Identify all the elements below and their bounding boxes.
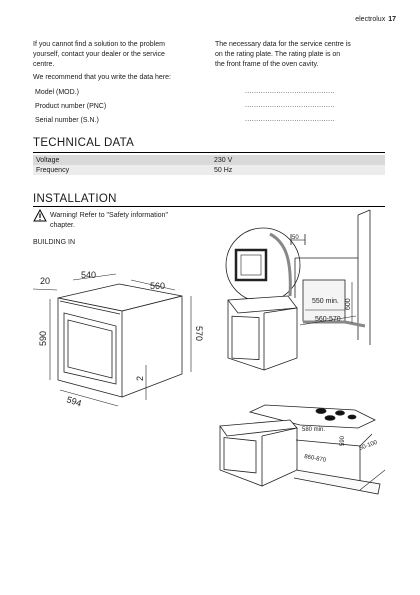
dim-550-min: 550 min. (312, 298, 339, 305)
page-number: 17 (388, 16, 396, 23)
dim-50-100: 50-100 (358, 439, 379, 452)
field-label-model: Model (MOD.) (35, 89, 79, 96)
intro-left-line: yourself, contact your dealer or the service (33, 51, 165, 58)
field-label-serial-number: Serial number (S.N.) (35, 117, 99, 124)
dim-2: 2 (135, 375, 145, 381)
field-dots-serial-number: ........................................ (245, 116, 335, 123)
dim-580-min: 580 min. (302, 427, 326, 433)
frequency-value: 50 Hz (214, 166, 233, 174)
dim-540: 540 (81, 270, 97, 280)
technical-data-heading: TECHNICAL DATA (33, 137, 135, 149)
warning-line: Warning! Refer to "Safety information" (50, 212, 168, 219)
dim-560: 560 (150, 281, 166, 291)
dim-860-870: 860-870 (303, 454, 327, 464)
cabinet-install-view (226, 210, 370, 370)
voltage-value: 230 V (214, 156, 233, 164)
dim-594: 594 (65, 394, 83, 409)
dim-570: 570 (194, 326, 204, 342)
brand-name: electrolux (355, 16, 386, 23)
field-label-product-number: Product number (PNC) (35, 103, 107, 110)
building-in-label: BUILDING IN (33, 239, 76, 246)
intro-right-line: the front frame of the oven cavity. (215, 61, 319, 68)
warning-line: chapter. (50, 222, 75, 229)
voltage-label: Voltage (36, 156, 60, 164)
dim-590-under: 590 (340, 435, 346, 446)
intro-left-line: If you cannot find a solution to the problem (33, 41, 165, 48)
intro-right-line: on the rating plate. The rating plate is on (215, 51, 341, 58)
frequency-label: Frequency (36, 166, 70, 174)
recommend-text: We recommend that you write the data here: (33, 74, 171, 81)
dim-560-570: 560-570 (315, 316, 341, 323)
oven-front-view (58, 284, 182, 397)
field-dots-model: ........................................ (245, 88, 335, 95)
intro-right-line: The necessary data for the service centre is (215, 41, 351, 48)
field-dots-product-number: ........................................ (245, 102, 335, 109)
dim-50: 50 (292, 235, 299, 241)
dim-20: 20 (40, 276, 51, 286)
installation-heading: INSTALLATION (33, 193, 117, 205)
intro-left-line: centre. (33, 61, 55, 68)
dim-600: 600 (345, 298, 352, 310)
dim-590: 590 (38, 330, 48, 346)
